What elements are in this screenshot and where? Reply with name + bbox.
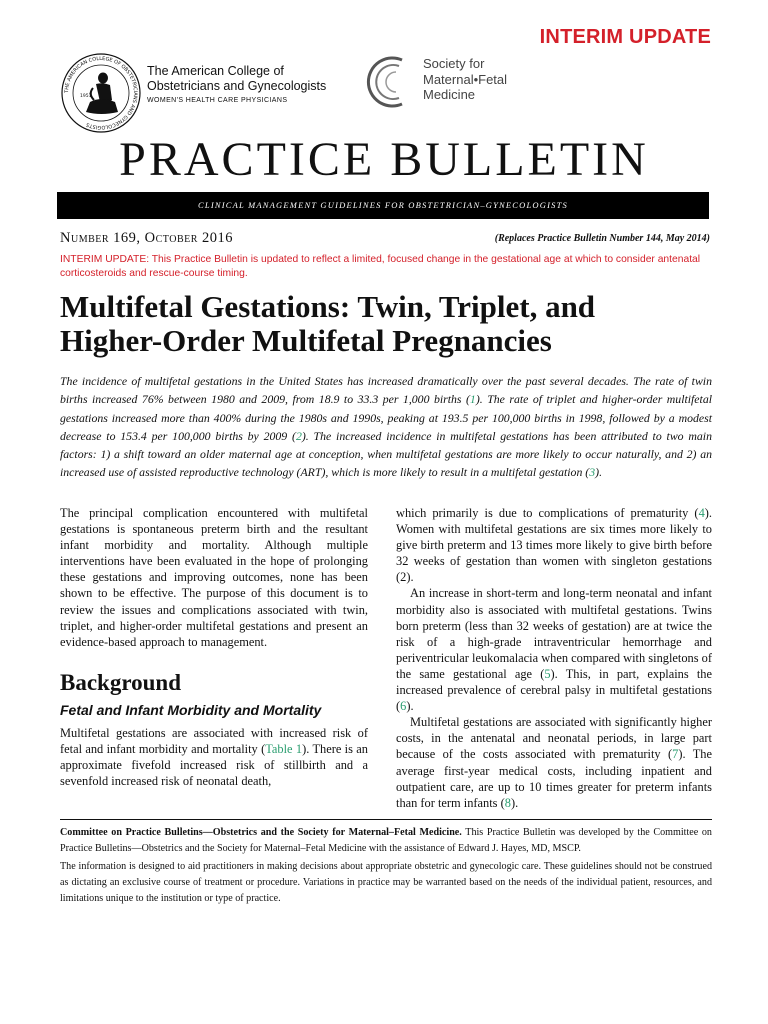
prematurity-paragraph: which primarily is due to complications of prematurity (4). Women with multifetal gestations are six times more likely to give birth preterm and 13 times more likely to give birth before 32 weeks of gestation than women with singleton gestations (2). xyxy=(396,506,712,585)
bulletin-title: PRACTICE BULLETIN xyxy=(119,133,649,186)
acog-subtitle: WOMEN'S HEALTH CARE PHYSICIANS xyxy=(147,97,288,104)
abstract: The incidence of multifetal gestations in the United States has increased dramatically over the past several decades. The rate of twin births increased 76% between 1980 and 2009, from 18.9 to 33.3 per 1,000 births (1). The rate of triplet and higher-order multifetal gestations increased more than 400% during the 1980s and 1990s, peaking at 193.5 per 100,000 births in 1998, followed by a modest decrease to 153.4 per 100,000 births by 2009 (2). The increased incidence in multifetal gestations has been attributed to two main factors: 1) a shift toward an older maternal age at conception, when multifetal gestations are more likely to occur naturally, and 2) an increased use of assisted reproductive technology (ART), which is more likely to result in a multifetal gestation (3). xyxy=(60,374,712,480)
background-heading: Background xyxy=(60,669,182,695)
fetal-morbidity-subheading: Fetal and Infant Morbidity and Mortality xyxy=(60,701,322,718)
smfm-name-line1: Society for xyxy=(423,56,485,71)
neonatal-morbidity-paragraph: An increase in short-term and long-term neonatal and infant morbidity also is associated with multifetal gestations. Twins born preterm (less than 32 weeks of gestation) are at twice the risk of a high-grade intraventricular hemorrhage and periventricular leukomalacia when compared with singletons of the same gestational age (5). This, in part, explains the increased prevalence of cerebral palsy in multifetal gestations (6). xyxy=(396,586,712,714)
svg-text:THE AMERICAN COLLEGE OF OBSTET: THE AMERICAN COLLEGE OF OBSTETRICIANS AND GYNECOLOGISTS xyxy=(63,55,139,131)
reference-link-6[interactable]: 6 xyxy=(400,699,407,714)
reference-link-7[interactable]: 7 xyxy=(672,747,679,762)
intro-paragraph: The principal complication encountered with multifetal gestations is spontaneous preterm birth and the resultant infant morbidity and mortality. Although multiple interventions have been evaluated in the hope of prolonging these gestations and improving outcomes, none has been shown to be effective. The purpose of this document is to review the issues and complications associated with twin, triplet, and higher-order multifetal gestations and present an evidence-based approach to management. xyxy=(60,506,368,649)
issue-number: Number 169, October 2016 xyxy=(60,230,234,246)
acog-name xyxy=(147,64,347,94)
footer-divider xyxy=(60,819,712,820)
acog-name-line1: The American College of xyxy=(147,64,284,78)
guidelines-banner: CLINICAL MANAGEMENT GUIDELINES FOR OBSTETRICIAN–GYNECOLOGISTS xyxy=(57,192,709,219)
reference-link-4[interactable]: 4 xyxy=(698,506,705,520)
acog-seal-icon xyxy=(60,52,142,134)
article-title-line2: Higher-Order Multifetal Pregnancies xyxy=(60,323,552,358)
reference-link-3[interactable]: 3 xyxy=(589,465,596,480)
reference-link-8[interactable]: 8 xyxy=(504,795,511,810)
article-title xyxy=(60,290,720,358)
interim-update-note: INTERIM UPDATE: This Practice Bulletin is updated to reflect a limited, focused change in the gestational age at which to consider antenatal corticosteroids and rescue-course timing. xyxy=(60,254,701,279)
costs-paragraph: Multifetal gestations are associated with significantly higher costs, in the antenatal and neonatal periods, in large part because of the costs associated with prematurity (7). The average first-year medical costs, including inpatient and outpatient care, are up to 10 times greater for preterm infants than for term infants (8). xyxy=(396,715,712,810)
footer-notes xyxy=(60,825,712,909)
smfm-name-line3: Medicine xyxy=(423,87,476,102)
right-column xyxy=(396,505,712,811)
replaces-note: (Replaces Practice Bulletin Number 144, May 2014) xyxy=(494,233,710,244)
reference-link-5[interactable]: 5 xyxy=(544,666,551,681)
svg-text:1951: 1951 xyxy=(80,94,92,99)
smfm-logo-icon xyxy=(362,53,420,111)
disclaimer-note: The information is designed to aid practitioners in making decisions about appropriate obstetric and gynecologic care. These guidelines should not be construed as dictating an exclusive course of treatment or procedure. Variations in practice may be warranted based on the needs of the individual patient, resources, and limitations unique to the institution or type of practice. xyxy=(60,861,712,904)
acog-name-line2: Obstetricians and Gynecologists xyxy=(147,79,327,93)
left-column xyxy=(60,505,368,789)
reference-link-1[interactable]: 1 xyxy=(469,392,476,407)
smfm-name xyxy=(423,56,573,103)
smfm-name-line2: Maternal•Fetal xyxy=(423,71,508,87)
reference-link-2[interactable]: 2 xyxy=(295,428,302,443)
committee-note: Committee on Practice Bulletins—Obstetrics and the Society for Maternal–Fetal Medicine. This Practice Bulletin was developed by the Committee on Practice Bulletins—Obstetrics and the Society for Maternal–Fetal Medicine with the assistance of Edward J. Hayes, MD, MSCP. xyxy=(60,827,712,854)
morbidity-paragraph: Multifetal gestations are associated with increased risk of fetal and infant morbidity and mortality (Table 1). There is an approximate fivefold increased risk of stillbirth and a sevenfold increased risk of neonatal death, xyxy=(60,725,368,789)
interim-update-label: INTERIM UPDATE xyxy=(539,26,711,48)
table-1-link[interactable]: Table 1 xyxy=(265,741,303,756)
article-title-line1: Multifetal Gestations: Twin, Triplet, and xyxy=(60,289,596,324)
